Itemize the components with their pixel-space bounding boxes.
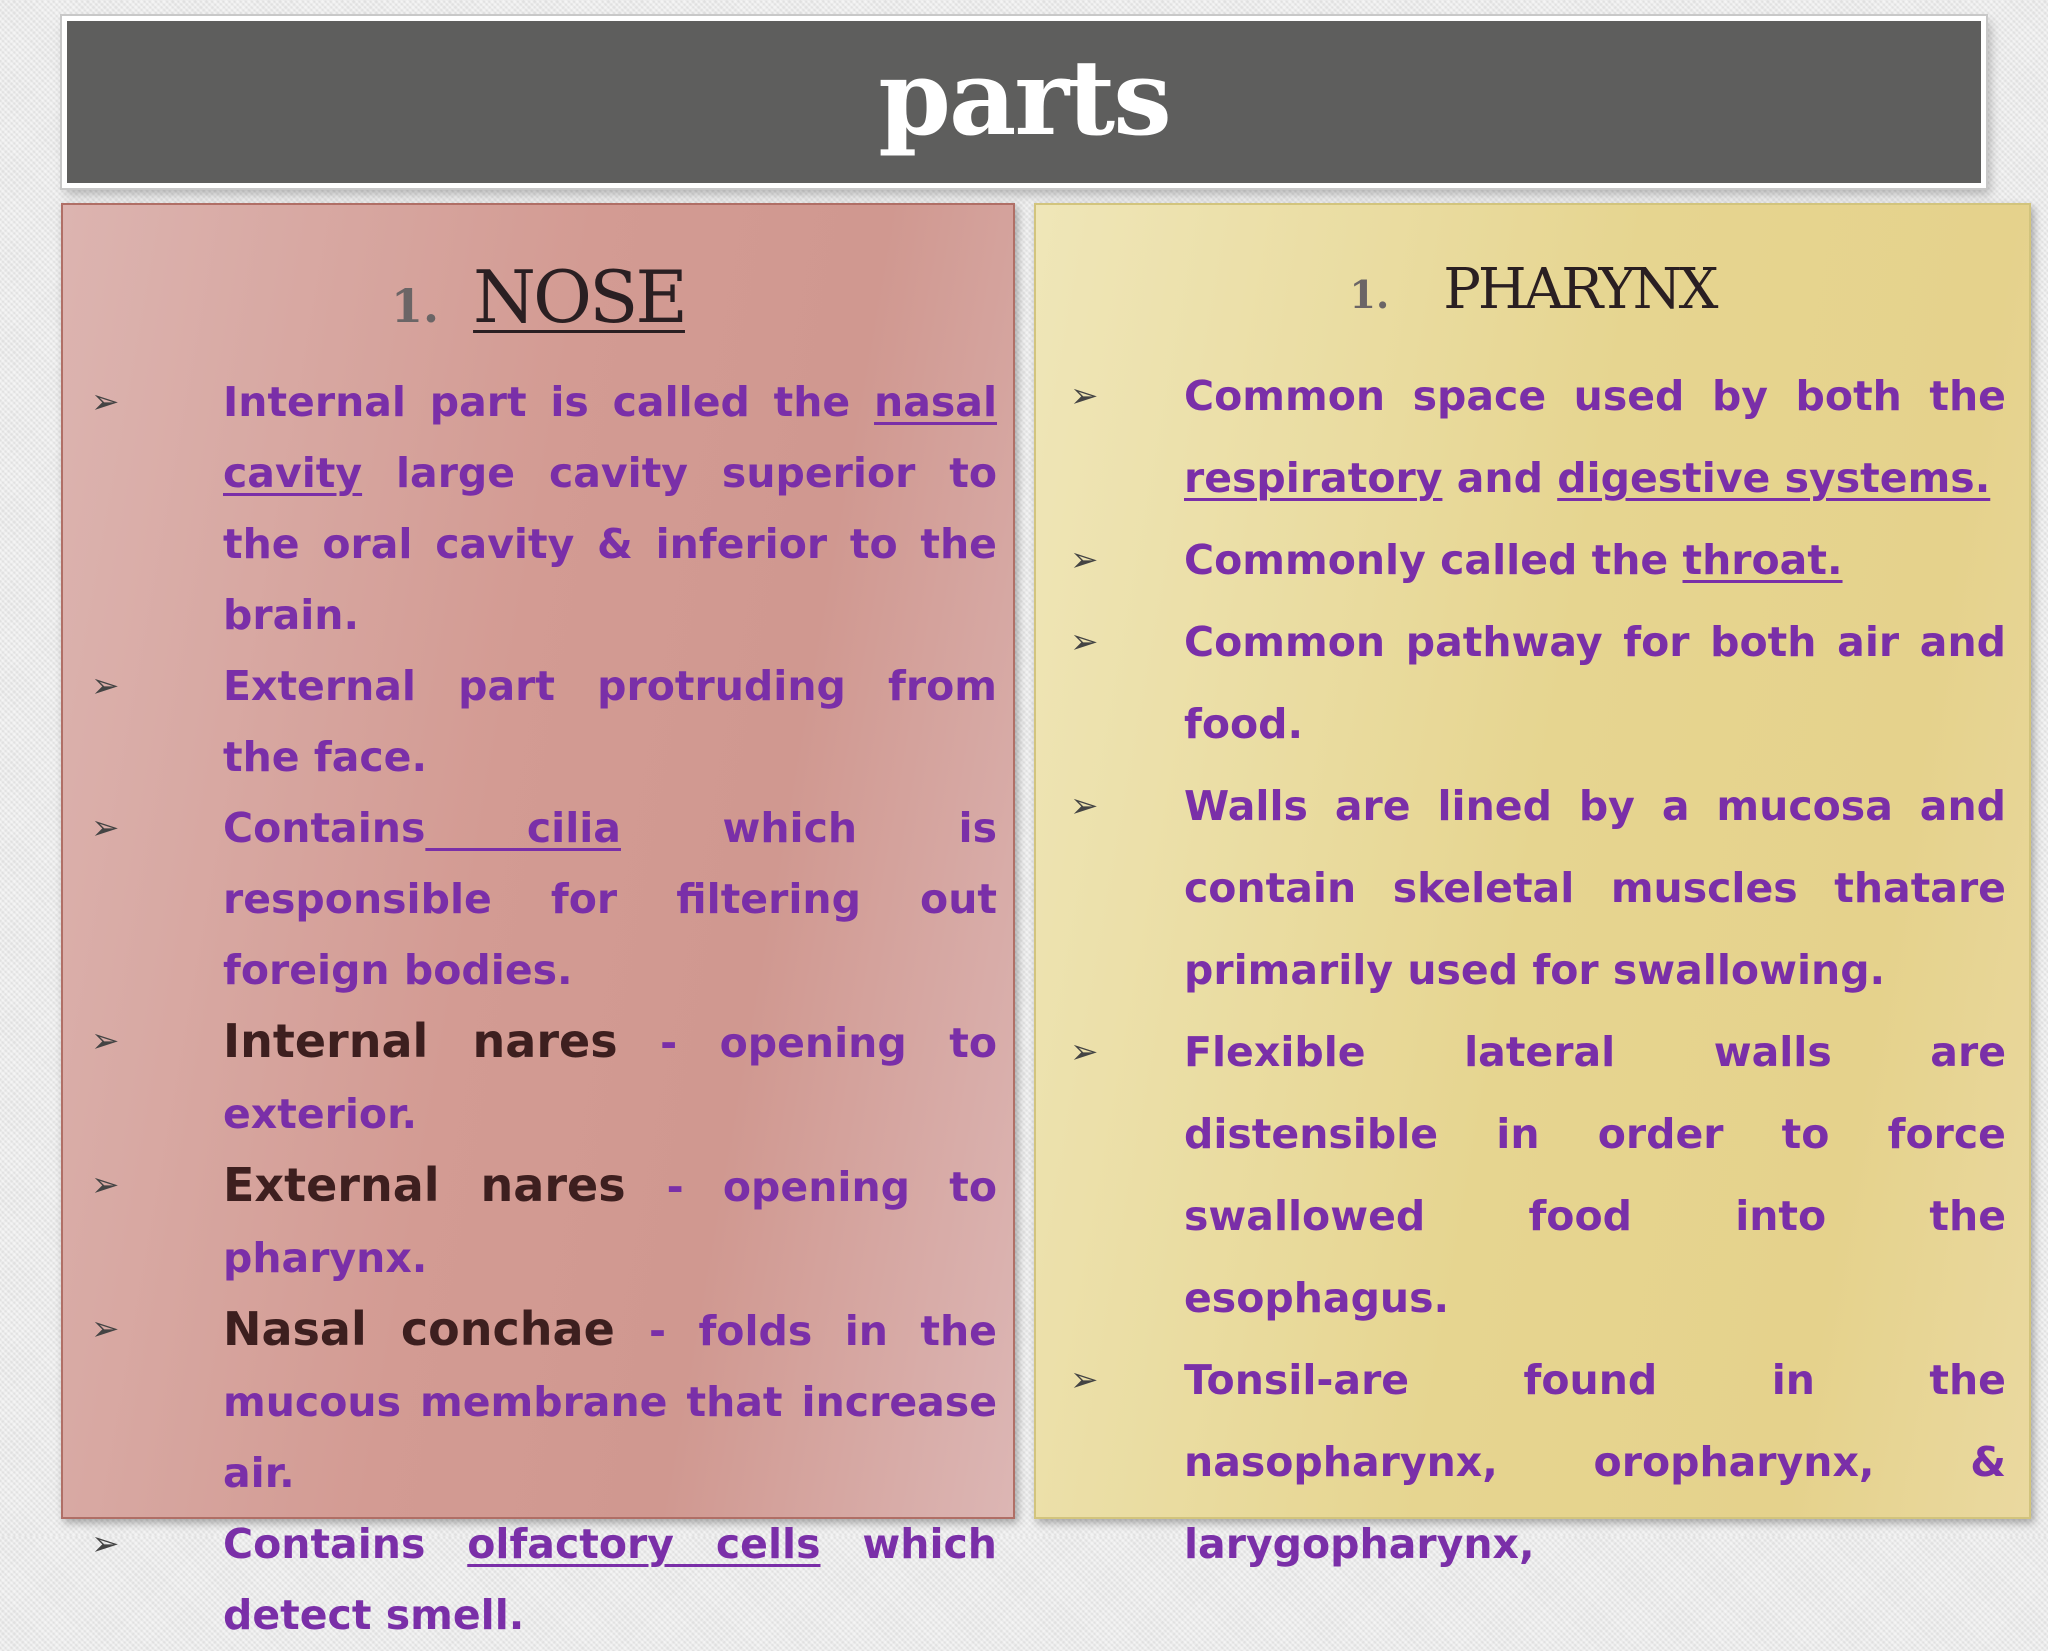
olfactory-cells-term: olfactory cells — [467, 1520, 821, 1568]
arrow-bullet-icon: ➢ — [91, 1021, 120, 1061]
arrow-bullet-icon: ➢ — [1070, 540, 1099, 580]
list-item: ➢ Commonly called the throat. — [1056, 519, 2006, 601]
pharynx-panel — [1034, 203, 2031, 1568]
title-banner — [62, 16, 1986, 188]
slide-title: parts — [878, 36, 1170, 159]
arrow-bullet-icon: ➢ — [91, 1524, 120, 1564]
pharynx-heading-number: 1. — [1349, 272, 1390, 317]
list-item: ➢ Internal part is called the nasal cavity large cavity superior to the oral cavity & inferior to the brain. — [87, 367, 997, 651]
arrow-bullet-icon: ➢ — [91, 666, 120, 706]
nose-heading — [63, 255, 1013, 339]
internal-nares-term: Internal nares — [223, 1014, 618, 1068]
list-item: ➢ Tonsil-are found in the nasopharynx, oropharynx, & larygopharynx, — [1056, 1339, 2006, 1585]
nasal-cavity-term: nasal cavity — [223, 378, 997, 497]
external-nares-term: External nares — [223, 1158, 667, 1212]
nose-bullet-list — [87, 367, 997, 1651]
arrow-bullet-icon: ➢ — [91, 808, 120, 848]
arrow-bullet-icon: ➢ — [1070, 1032, 1099, 1072]
list-item: ➢ Flexible lateral walls are distensible in order to force swallowed food into the esophagus. — [1056, 1011, 2006, 1339]
list-item: ➢ Contains cilia which is responsible for filtering out foreign bodies. — [87, 793, 997, 1006]
arrow-bullet-icon: ➢ — [1070, 786, 1099, 826]
nose-heading-number: 1. — [391, 279, 440, 333]
list-item: ➢ External nares - opening to pharynx. — [87, 1150, 997, 1294]
pharynx-bullet-list — [1056, 355, 2006, 1585]
list-item: ➢ Walls are lined by a mucosa and contain skeletal muscles thatare primarily used for swallowing. — [1056, 765, 2006, 1011]
pharynx-heading-text: PHARYNX — [1443, 257, 1716, 322]
list-item: ➢ Common space used by both the respiratory and digestive systems. — [1056, 355, 2006, 519]
list-item: ➢ External part protruding from the face. — [87, 651, 997, 793]
nasal-conchae-term: Nasal conchae — [223, 1302, 649, 1356]
nose-panel — [61, 203, 1015, 1639]
arrow-bullet-icon: ➢ — [1070, 1360, 1099, 1400]
arrow-bullet-icon: ➢ — [91, 1309, 120, 1349]
digestive-systems-term: digestive systems. — [1557, 454, 1991, 502]
respiratory-term: respiratory — [1184, 454, 1443, 502]
arrow-bullet-icon: ➢ — [1070, 376, 1099, 416]
list-item: ➢ Nasal conchae - folds in the mucous membrane that increase air. — [87, 1294, 997, 1509]
nose-heading-text: NOSE — [473, 255, 685, 339]
arrow-bullet-icon: ➢ — [91, 1165, 120, 1205]
cilia-term: cilia — [425, 804, 621, 852]
pharynx-heading — [1036, 257, 2029, 322]
arrow-bullet-icon: ➢ — [91, 382, 120, 422]
throat-term: throat. — [1682, 536, 1843, 584]
list-item: ➢ Contains olfactory cells which detect smell. — [87, 1509, 997, 1651]
arrow-bullet-icon: ➢ — [1070, 622, 1099, 662]
list-item: ➢ Internal nares - opening to exterior. — [87, 1006, 997, 1150]
list-item: ➢ Common pathway for both air and food. — [1056, 601, 2006, 765]
